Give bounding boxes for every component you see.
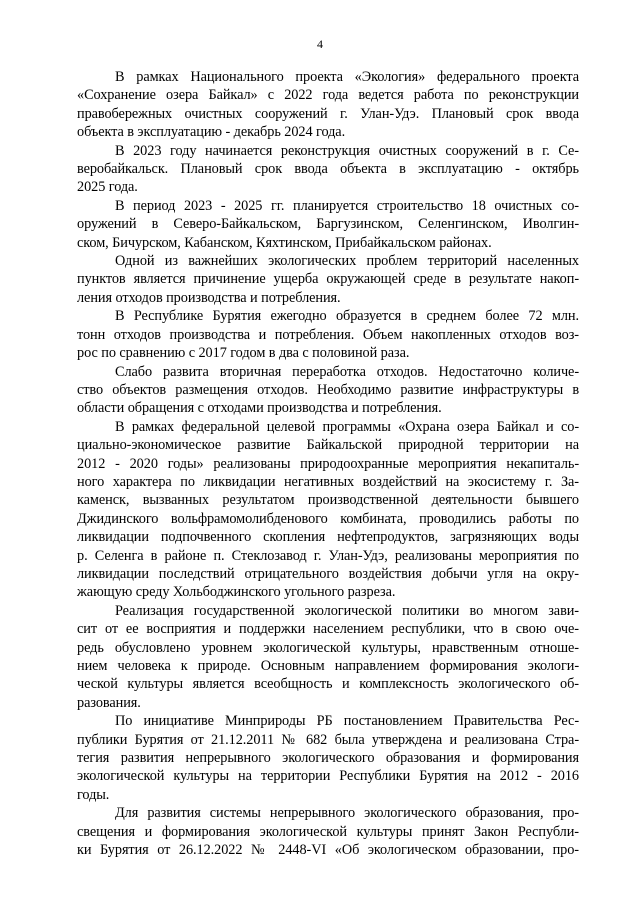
text-line: пунктов является причинение ущерба окружающей среде в результате накоп-: [77, 271, 579, 288]
paragraph: [77, 197, 579, 252]
text-line: годы.: [77, 786, 110, 803]
document-body: [77, 68, 579, 859]
paragraph: [77, 252, 579, 307]
text-line: жающую среду Хольбоджинского угольного разреза.: [77, 584, 396, 601]
text-line: редь обусловлено уровнем экологической культуры, нравственным отноше-: [77, 639, 579, 656]
text-line: В рамках Национального проекта «Экология» федерального проекта: [115, 69, 579, 85]
text-line: «Сохранение озера Байкал» с 2022 года ведется работа по реконструкции: [77, 87, 579, 104]
text-line: экологической культуры на территории Республики Бурятия на 2012 - 2016: [77, 768, 579, 785]
text-line: ликвидации подпочвенного скопления нефтепродуктов, загрязняющих воды: [77, 529, 579, 546]
paragraph: [77, 68, 579, 142]
text-line: свещения и формирования экологической культуры принят Закон Республи-: [77, 823, 579, 840]
text-line: циально-экономическое развитие Байкальской природной территории на: [77, 437, 579, 454]
text-line: ликвидации последствий отрицательного воздействия добычи угля на окру-: [77, 565, 579, 582]
text-line: Джидинского вольфрамомолибденового комбината, проводились работы по: [77, 510, 579, 527]
text-line: В Республике Бурятия ежегодно образуется в среднем более 72 млн.: [115, 308, 579, 325]
page-number: 4: [317, 37, 323, 51]
text-line: ческой культуры является всеобщность и комплексность экологического об-: [77, 676, 579, 693]
text-line: По инициативе Минприроды РБ постановлением Правительства Рес-: [115, 713, 579, 730]
text-line: Реализация государственной экологической политики во многом зави-: [115, 602, 579, 619]
paragraph: [77, 418, 579, 602]
text-line: В период 2023 - 2025 гг. планируется строительство 18 очистных со-: [115, 197, 579, 214]
text-line: оружений в Северо-Байкальском, Баргузинском, Селенгинском, Иволгин-: [77, 216, 579, 233]
text-line: Слабо развита вторичная переработка отходов. Недостаточно количе-: [115, 363, 579, 380]
text-line: р. Селенга в районе п. Стеклозавод г. Улан-Удэ, реализованы мероприятия по: [77, 547, 579, 564]
text-line: тонн отходов производства и потребления. Объем накопленных отходов воз-: [77, 326, 579, 343]
text-line: ство объектов размещения отходов. Необходимо развитие инфраструктуры в: [77, 381, 579, 398]
text-line: Для развития системы непрерывного экологического образования, про-: [115, 805, 579, 822]
text-line: публики Бурятия от 21.12.2011 № 682 была утверждена и реализована Стра-: [77, 731, 579, 748]
text-line: тегия развития непрерывного экологического образования и формирования: [77, 750, 579, 767]
paragraph: [77, 307, 579, 362]
text-line: ском, Бичурском, Кабанском, Кяхтинском, Прибайкальском районах.: [77, 234, 492, 251]
text-line: ки Бурятия от 26.12.2022 № 2448-VI «Об экологическом образовании, про-: [77, 842, 579, 859]
paragraph: [77, 363, 579, 418]
text-line: 2012 - 2020 годы» реализованы природоохранные мероприятия некапиталь-: [77, 455, 579, 472]
paragraph: [77, 804, 579, 859]
text-line: рос по сравнению с 2017 годом в два с половиной раза.: [77, 345, 410, 362]
paragraph: [77, 142, 579, 197]
text-line: веробайкальск. Плановый срок ввода объекта в эксплуатацию - октябрь: [77, 161, 579, 178]
text-line: ления отходов производства и потребления.: [77, 289, 341, 306]
text-line: ного характера по ликвидации негативных воздействий на экосистему г. За-: [77, 473, 579, 490]
text-line: сит от ее восприятия и поддержки населением республики, что в свою оче-: [77, 621, 579, 638]
text-line: области обращения с отходами производства и потребления.: [77, 400, 442, 417]
text-line: правобережных очистных сооружений г. Улан-Удэ. Плановый срок ввода: [77, 105, 579, 122]
text-line: В рамках федеральной целевой программы «Охрана озера Байкал и со-: [115, 418, 579, 435]
text-line: нием человека к природе. Основным направлением формирования экологи-: [77, 658, 579, 674]
text-line: В 2023 году начинается реконструкция очистных сооружений в г. Се-: [115, 142, 579, 159]
text-line: 2025 года.: [77, 179, 138, 196]
text-line: разования.: [77, 694, 141, 711]
paragraph: [77, 712, 579, 804]
text-line: каменск, вызванных результатом производственной деятельности бывшего: [77, 492, 579, 509]
paragraph: [77, 602, 579, 712]
text-line: объекта в эксплуатацию - декабрь 2024 года.: [77, 124, 346, 141]
text-line: Одной из важнейших экологических проблем территорий населенных: [115, 253, 579, 270]
